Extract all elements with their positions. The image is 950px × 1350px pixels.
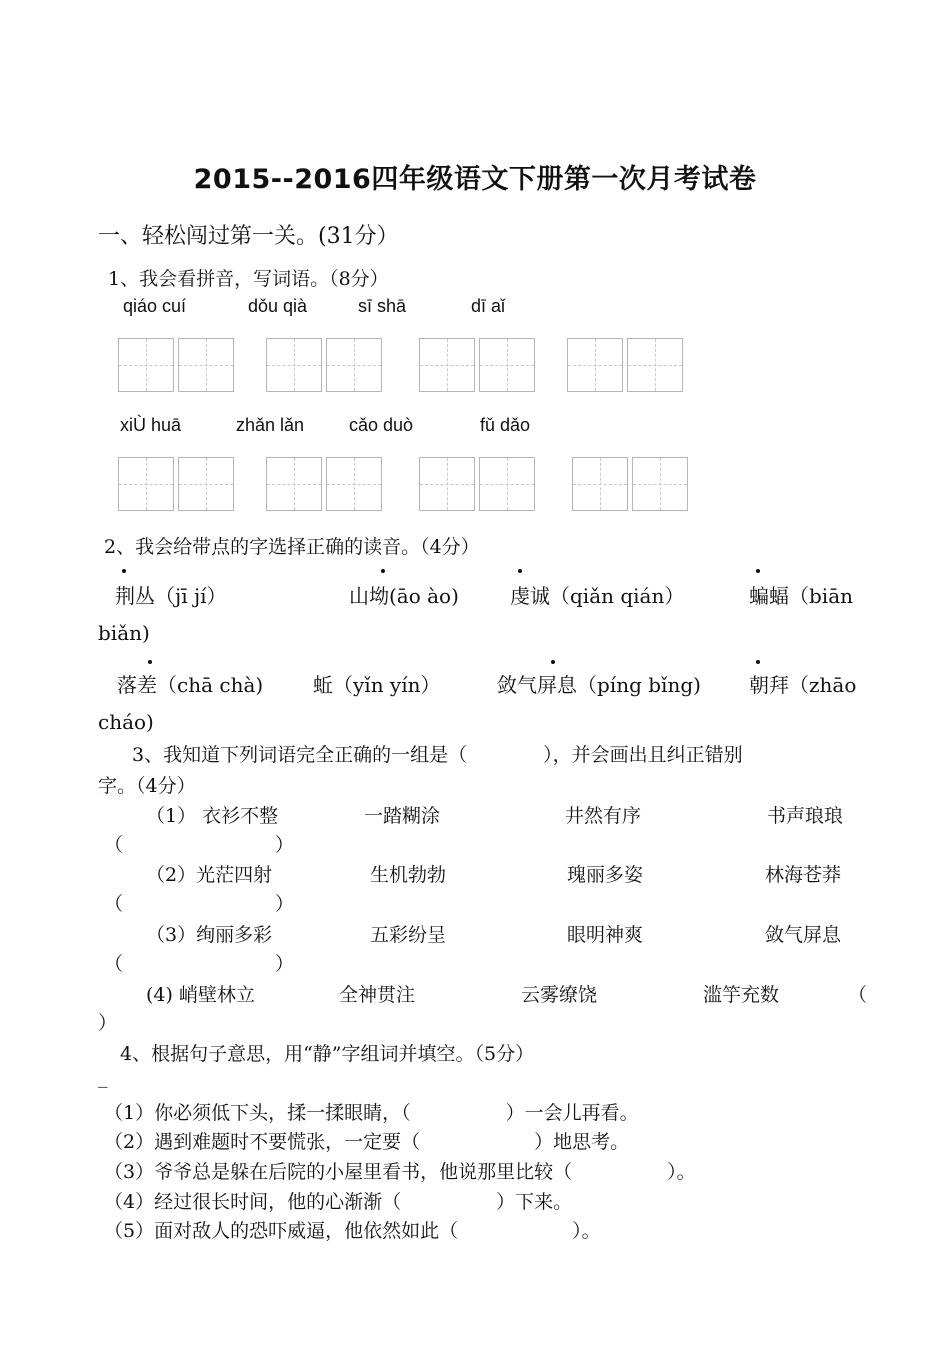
section-heading: 一、轻松闯过第一关。(31分）: [98, 224, 399, 249]
emphasis-dot: [148, 660, 152, 664]
pinyin-prompt: sī shā: [358, 296, 407, 316]
reading-option-cont: biǎn): [98, 621, 150, 645]
pinyin-prompt: dǒu qià: [248, 296, 308, 316]
writing-grid[interactable]: [419, 457, 539, 511]
reading-option: 蝙蝠（biān: [749, 584, 854, 608]
word-group: 书声琅琅: [767, 805, 844, 827]
question-1-label: 1、我会看拼音，写词语。（8分）: [108, 268, 389, 290]
answer-blank[interactable]: （ ）: [104, 834, 295, 856]
emphasis-dot: [756, 569, 760, 573]
question-2-label: 2、我会给带点的字选择正确的读音。（4分）: [104, 536, 480, 558]
fill-sentence[interactable]: （5）面对敌人的恐吓威逼，他依然如此（ ）。: [104, 1220, 601, 1242]
emphasis-dot: [756, 660, 760, 664]
word-group: 生机勃勃: [370, 864, 447, 886]
word-group: 敛气屏息: [765, 924, 842, 946]
answer-blank-open[interactable]: （: [848, 984, 868, 1006]
writing-grid[interactable]: [118, 457, 238, 511]
writing-grid[interactable]: [118, 338, 238, 392]
reading-option: 虔诚（qiǎn qián）: [510, 584, 685, 608]
emphasis-dot: [122, 569, 126, 573]
pinyin-prompt: cǎo duò: [349, 415, 414, 435]
word-group: 五彩纷呈: [370, 924, 447, 946]
reading-option: 荆丛（jī jí）: [115, 584, 227, 608]
writing-grid[interactable]: [266, 457, 386, 511]
writing-grid[interactable]: [266, 338, 386, 392]
dash-mark: _: [98, 1066, 108, 1088]
reading-option: 敛气屏息（píng bǐng): [497, 673, 701, 697]
answer-blank[interactable]: （ ）: [104, 893, 295, 915]
question-4-label: 4、根据句子意思，用“静”字组词并填空。（5分）: [120, 1043, 535, 1065]
pinyin-prompt: dī aǐ: [471, 296, 506, 316]
fill-sentence[interactable]: （3）爷爷总是躲在后院的小屋里看书，他说那里比较（ ）。: [104, 1161, 696, 1183]
word-group: 云雾缭饶: [521, 984, 598, 1006]
answer-blank-close: ）: [98, 1012, 118, 1034]
pinyin-prompt: zhǎn lǎn: [236, 415, 305, 435]
writing-grid[interactable]: [419, 338, 539, 392]
word-group: 滥竽充数: [703, 984, 780, 1006]
word-group: （1） 衣衫不整: [146, 805, 279, 827]
reading-option: 山坳(āo ào): [349, 584, 459, 608]
word-group: 井然有序: [565, 805, 642, 827]
word-group: 一踏糊涂: [364, 805, 441, 827]
word-group: 瑰丽多姿: [567, 864, 644, 886]
word-group: 林海苍莽: [765, 864, 842, 886]
word-group: （3）绚丽多彩: [146, 924, 273, 946]
fill-sentence[interactable]: （1）你必须低下头，揉一揉眼睛，（ ）一会儿再看。: [104, 1102, 639, 1124]
emphasis-dot: [381, 569, 385, 573]
word-group: 眼明神爽: [567, 924, 644, 946]
pinyin-prompt: fǔ dǎo: [480, 415, 531, 435]
emphasis-dot: [518, 569, 522, 573]
word-group: (4) 峭壁林立: [146, 984, 255, 1006]
reading-option: 朝拜（zhāo: [749, 673, 857, 697]
reading-option-cont: cháo): [98, 710, 154, 734]
question-3-label-cont: 字。（4分）: [98, 775, 196, 797]
word-group: （2）光茫四射: [146, 864, 273, 886]
fill-sentence[interactable]: （4）经过很长时间，他的心渐渐（ ）下来。: [104, 1191, 573, 1213]
answer-blank[interactable]: （ ）: [104, 953, 295, 975]
reading-option: 蚯（yǐn yín）: [313, 673, 441, 697]
word-group: 全神贯注: [339, 984, 416, 1006]
page-title: 2015--2016四年级语文下册第一次月考试卷: [193, 164, 757, 195]
pinyin-prompt: qiáo cuí: [123, 296, 187, 316]
writing-grid[interactable]: [572, 457, 692, 511]
reading-option: 落差（chā chà): [117, 673, 264, 697]
emphasis-dot: [551, 660, 555, 664]
fill-sentence[interactable]: （2）遇到难题时不要慌张，一定要（ ）地思考。: [104, 1131, 630, 1153]
writing-grid[interactable]: [567, 338, 687, 392]
question-3-label: 3、我知道下列词语完全正确的一组是（ ），并会画出且纠正错别: [132, 744, 743, 766]
pinyin-prompt: xiÙ huā: [120, 415, 182, 435]
